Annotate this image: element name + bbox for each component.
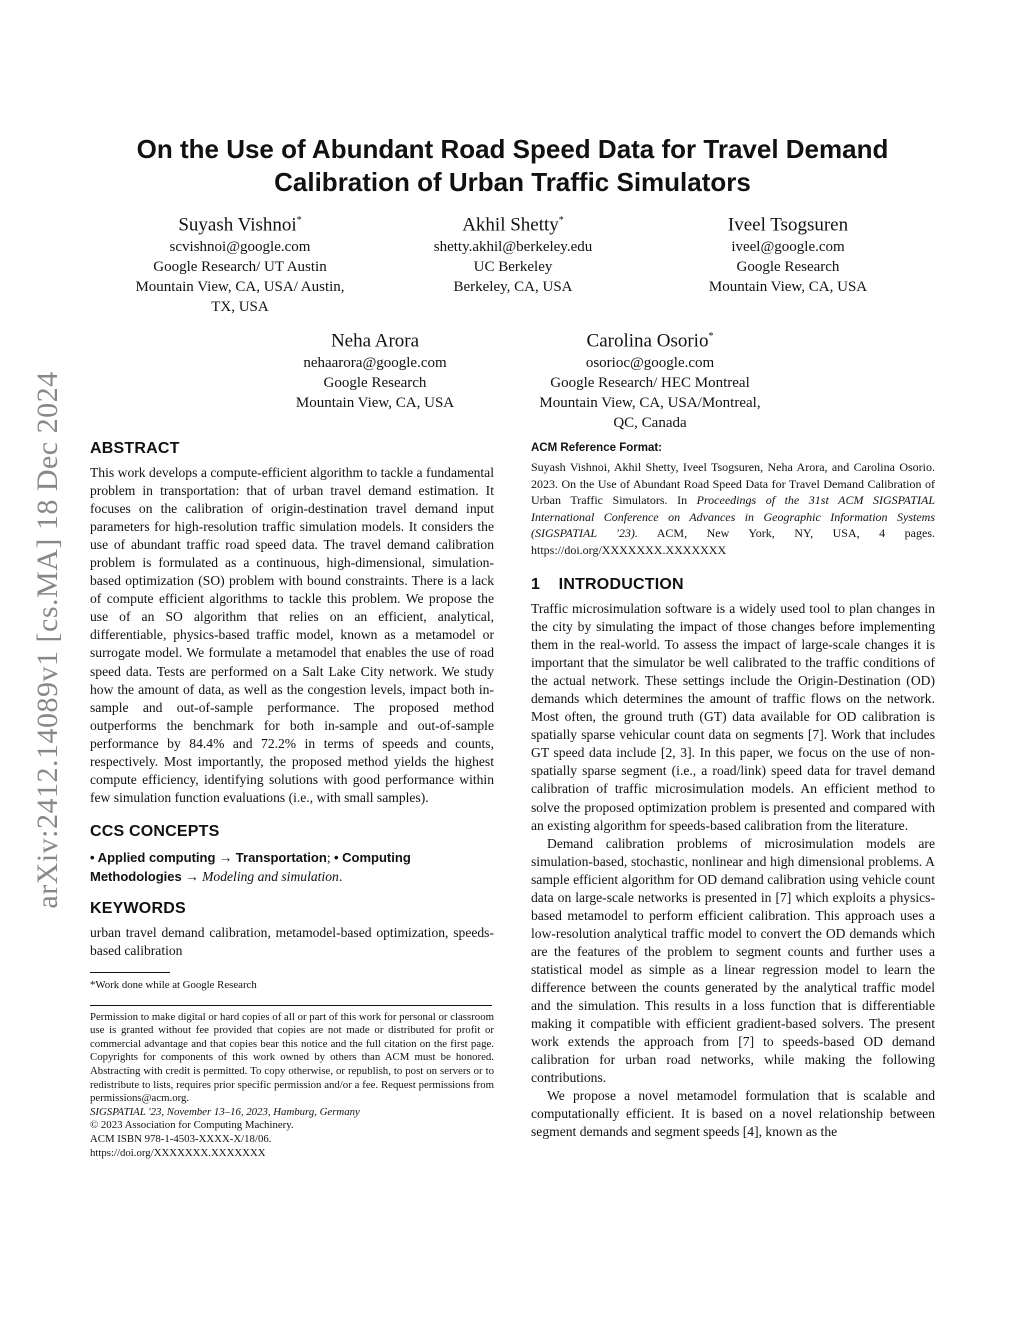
- author-email: shetty.akhil@berkeley.edu: [433, 239, 593, 256]
- copyright: © 2023 Association for Computing Machinery.: [90, 1119, 294, 1132]
- intro-heading: 1 INTRODUCTION: [531, 576, 684, 593]
- intro-paragraph: We propose a novel metamodel formulation that is scalable and computationally efficient. It is based on a novel relationship between segment demands and segment speeds [4], known as the: [531, 1088, 935, 1140]
- author-affiliation: UC Berkeley: [473, 259, 553, 276]
- author-name: Neha Arora: [330, 330, 420, 352]
- author-name: Suyash Vishnoi*: [178, 214, 302, 236]
- author-affiliation: Google Research: [736, 259, 840, 276]
- keywords-text: urban travel demand calibration, metamodel-based optimization, speeds-based calibration: [90, 924, 494, 958]
- left-column: [90, 438, 494, 1160]
- venue: SIGSPATIAL '23, November 13–16, 2023, Hamburg, Germany: [90, 1105, 360, 1118]
- ccs-concepts: • Applied computing → Transportation; • Computing Methodologies → Modeling and simulation.: [90, 849, 411, 884]
- abstract-text: This work develops a compute-efficient algorithm to tackle a fundamental problem in transportation: that of urban travel demand estimation. It focuses on the calibration of origin-destination travel demand input parameters for high-resolution traffic simulation models. It considers the use of abundant traffic road speed data. The travel demand calibration problem is formulated as a continuous, high-dimensional, simulation-based optimization (SO) problem with bound constraints. There is a lack of compute efficient algorithms to tackle this problem. We propose the use of an SO algorithm that relies on an efficient, analytical, differentiable, physics-based traffic model, known as a metamodel or surrogate model. We formulate a metamodel that enables the use of road speed data. Tests are performed on a Salt Lake City network. We study how the amount of data, as well as the congestion levels, impact both in-sample and out-of-sample performance. The proposed method outperforms the benchmark for both in-sample and out-of-sample performance by 84.4% and 72.2% in terms of speeds and counts, respectively. Most importantly, the proposed method yields the highest compute efficiency, identifying solutions with good performance within few simulation function evaluations (i.e., with small samples).: [90, 465, 494, 805]
- author-block: [658, 209, 918, 297]
- author-affiliation: Google Research: [323, 375, 427, 392]
- doi-link[interactable]: https://doi.org/XXXXXXX.XXXXXXX: [90, 1146, 266, 1159]
- author-block: [245, 325, 505, 413]
- author-name: Akhil Shetty*: [462, 214, 564, 236]
- intro-paragraph: Traffic microsimulation software is a widely used tool to plan changes in the city by simulating the impact of those changes before implementing them in the real-world. To assess the impact of large-scale changes it is important that the simulator be well calibrated to the traffic conditions of the actual network. These settings include the Origin-Destination (OD) demands which determines the amount of traffic flows on the network. Most often, the ground truth (GT) data available for OD calibration is spatially sparse vehicular count data on segments [7]. Work that includes GT speed data include [2, 3]. In this paper, we focus on the use of non-spatially sparse segment (i.e., a road/link) speed data for travel demand calibration of traffic microsimulation models. An efficient method to solve the proposed optimization problem is presented and compared with an existing algorithm for speeds-based calibration from the literature.: [531, 601, 935, 833]
- acm-ref-heading: ACM Reference Format:: [531, 442, 662, 454]
- author-email: osorioc@google.com: [585, 355, 715, 372]
- author-email: iveel@google.com: [731, 239, 845, 256]
- permission-text: Permission to make digital or hard copies of all or part of this work for personal or classroom use is granted without fee provided that copies are not made or distributed for profit or commercial advantage and that copies bear this notice and the full citation on the first page. Copyrights for components of this work owned by others than ACM must be honored. Abstracting with credit is permitted. To copy otherwise, or republish, to post on servers or to redistribute to lists, requires prior specific permission and/or a fee. Request permissions from permissions@acm.org.: [90, 1010, 494, 1105]
- footnote: *Work done while at Google Research: [90, 978, 257, 991]
- keywords-heading: KEYWORDS: [90, 899, 186, 917]
- author-email: nehaarora@google.com: [303, 355, 447, 372]
- author-affiliation: Berkeley, CA, USA: [453, 279, 573, 296]
- author-affiliation: TX, USA: [211, 299, 269, 316]
- author-affiliation: Mountain View, CA, USA/ Austin,: [135, 279, 345, 296]
- author-name: Iveel Tsogsuren: [727, 214, 849, 236]
- author-affiliation: Mountain View, CA, USA: [295, 395, 455, 412]
- permission-rule: [90, 1005, 492, 1006]
- author-affiliation: Google Research/ UT Austin: [153, 259, 327, 276]
- arxiv-side-label: arXiv:2412.14089v1 [cs.MA] 18 Dec 2024: [31, 371, 64, 909]
- footnote-rule: [90, 972, 170, 973]
- ccs-heading: CCS CONCEPTS: [90, 822, 220, 840]
- intro-paragraph: Demand calibration problems of microsimulation models are simulation-based, stochastic, nonlinear and high dimensional problems. A sample efficient algorithm for OD demand calibration using vehicle count data on large-scale networks is presented in [7] which exploits a physics-based metamodel to perform efficient calibration. This approach uses a low-resolution analytical traffic model to convert the OD demands which are the features of the problem to segment counts and further uses a statistical model as simple as a linear regression model to learn the difference between the counts generated by the analytical traffic model and the simulation. This results in a loss function that is differentiable making it compatible with efficient gradient-based solvers. The present work extends the approach from [7] to speeds-based OD demand calibration for urban road networks, while making the following contributions.: [531, 835, 935, 1086]
- isbn: ACM ISBN 978-1-4503-XXXX-X/18/06.: [90, 1132, 272, 1145]
- paper-title: [90, 133, 935, 199]
- author-email: scvishnoi@google.com: [169, 239, 311, 256]
- acm-ref-text: Suyash Vishnoi, Akhil Shetty, Iveel Tsogsuren, Neha Arora, and Carolina Osorio. 2023. On the Use of Abundant Road Speed Data for Travel Demand Calibration of Urban Traffic Simulators. In Proceedings of the 31st ACM SIGSPATIAL International Conference on Advances in Geographic Information Systems (SIGSPATIAL '23). ACM, New York, NY, USA, 4 pages. https://doi.org/XXXXXXX.XXXXXXX: [531, 460, 936, 557]
- author-block: [383, 209, 643, 297]
- right-column: [531, 441, 935, 1141]
- title-line-1: On the Use of Abundant Road Speed Data for Travel Demand: [136, 134, 889, 164]
- author-affiliation: Mountain View, CA, USA: [708, 279, 868, 296]
- author-affiliation: QC, Canada: [613, 415, 687, 432]
- title-line-2: Calibration of Urban Traffic Simulators: [274, 167, 751, 197]
- abstract-heading: ABSTRACT: [90, 440, 180, 457]
- author-name: Carolina Osorio*: [586, 330, 714, 352]
- author-block: [110, 209, 370, 317]
- author-affiliation: Google Research/ HEC Montreal: [550, 375, 750, 392]
- author-affiliation: Mountain View, CA, USA/Montreal,: [539, 395, 761, 412]
- author-block: [520, 325, 780, 433]
